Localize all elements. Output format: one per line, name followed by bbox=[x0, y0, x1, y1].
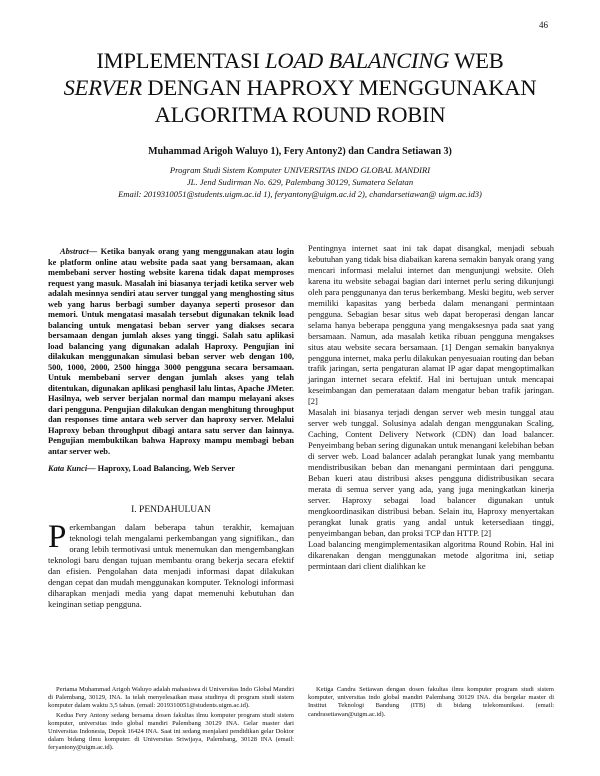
keywords-text: — Haproxy, Load Balancing, Web Server bbox=[87, 464, 235, 473]
abstract-label: Abstract bbox=[60, 247, 89, 256]
footnote: Kedua Fery Antony sedang bersama dosen fakultas ilmu komputer program studi sistem komputer, universitas indo global mandiri Palembang 30129 INA. Gelar master dari Universitas Indonesia, Depok 16424 INA. Saat ini sedang menjalani pendidikan gelar Doktor dalam bidang ilmu komputer. di Universitas Sriwijaya, Palembang, 30128 INA (email: feryantony@uigm.ac.id). bbox=[48, 711, 294, 752]
title-line3: ALGORITMA ROUND ROBIN bbox=[154, 102, 446, 127]
keywords bbox=[48, 464, 294, 475]
keywords-label: Kata Kunci bbox=[48, 464, 88, 473]
right-column bbox=[308, 243, 554, 572]
abstract bbox=[48, 247, 294, 457]
affiliation bbox=[30, 165, 570, 200]
title-line1-a: IMPLEMENTASI bbox=[96, 48, 266, 73]
affiliation-line: JL. Jend Sudirman No. 629, Palembang 30129, Sumatera Selatan bbox=[186, 176, 414, 187]
intro-paragraph bbox=[48, 519, 294, 610]
abstract-text: — Ketika banyak orang yang menggunakan atau login ke platform online atau website pada saat yang bersamaan, akan membebani server hosting website karena tidak dapat memproses request yang masuk. Masalah ini biasanya terjadi ketika server web adalah mesinnya sendiri atau server tunggal yang menghosting situs web yang harus berbagi sumber dayanya seperti prosesor dan memori. Untuk mengatasi masalah tersebut digunakan teknik load balancing untuk mengatasi beban server yang diakses secara bersamaan dengan jumlah akses yang tinggi. Salah satu aplikasi load balancing yang digunakan adalah Haproxy. Pengujian ini dilakukan menggunakan simulasi beban server web dengan 100, 500, 1000, 2000, 2500 hingga 3000 pengguna secara bersamaan. Untuk membebani server dengan jumlah akses yang telah ditentukan, digunakan aplikasi penghasil lalu lintas, Apache JMeter. Hasilnya, web server berjalan normal dan mampu melayani akses dari pengguna. Pengujian dilakukan dengan menghitung throughput dan responses time antara web server dan haproxy server. Melalui Haproxy beban throughput dibagi antara satu server dan lainnya. Pengujian membuktikan bahwa Haproxy mampu membagi beban antar server web. bbox=[48, 247, 294, 456]
title-line2-b: DENGAN HAPROXY MENGGUNAKAN bbox=[141, 75, 537, 100]
body-paragraph: Pentingnya internet saat ini tak dapat disangkal, menjadi sebuah kebutuhan yang tidak bisa diabaikan karena semakin banyak orang yang mencari informasi melalui internet dan mengunjungi website. Oleh karena itu website sebagai bagian dari internet perlu sering dikunjungi oleh para penggunanya dan terus berkembang. Meski begitu, web server memiliki kapasitas yang berbeda dalam menangani permintaan pengguna. Sebagian besar situs web dapat beroperasi dengan lancar selama hanya beberapa pengguna yang mengaksesnya pada saat yang bersamaan. Namun, ada masalah ketika ribuan pengguna mengakses situs atau website secara bersamaan. [1] Dengan semakin banyaknya pengguna internet, maka perlu dilakukan penyesuaian routing dan beban trafik jaringan, serta pengaturan alamat IP agar dapat mengoptimalkan jaringan internet secara efektif. Hal ini bertujuan untuk mencapai keseimbangan dan pemerataan dalam mengatur beban trafik jaringan. [2] bbox=[308, 243, 554, 407]
paper-title bbox=[30, 47, 570, 128]
body-paragraph: Masalah ini biasanya terjadi dengan server web mesin tunggal atau server web tunggal. Solusinya adalah dengan menggunakan Scaling, Caching, Content Delivery Network (CDN) dan load balancer. Penyeimbang beban sering digunakan untuk menangani kelebihan beban di server web. Load balancer adalah perangkat lunak yang membantu mendistribusikan beban dan menangani permintaan dari pengguna. Beban kueri atau distribusi akses pengguna didistribusikan secara merata di semua server yang ada, yang juga meningkatkan kinerja server. Haproxy sebagai load balancer digunakan untuk mengkoordinasikan distribusi beban. Selain itu, Haproxy menyertakan perangkat lunak gratis yang andal untuk ketersediaan tinggi, penyeimbangan beban, dan proksi TCP dan HTTP. [2] bbox=[308, 407, 554, 538]
affiliation-line: Program Studi Sistem Komputer UNIVERSITAS INDO GLOBAL MANDIRI bbox=[169, 165, 431, 175]
intro-text: erkembangan dalam beberapa tahun terakhir, kemajuan teknologi telah mengalami perkembangan yang signifikan., dan orang lebih termotivasi untuk menemukan dan mengembangkan teknologi baru dengan tujuan membantu orang bekerja secara efektif dan efisien. Pengolahan data menjadi informasi dapat dilakukan dengan cepat dan mudah menggunakan komputer. Teknologi informasi diharapkan menjadi media yang dapat memenuhi kebutuhan dan keinginan setiap pengguna. bbox=[48, 522, 294, 609]
title-line1-c: WEB bbox=[449, 48, 504, 73]
authors: Muhammad Arigoh Waluyo 1), Fery Antony2) dan Candra Setiawan 3) bbox=[148, 146, 452, 157]
footnote: Ketiga Candra Setiawan dengan dosen fakultas ilmu komputer program studi sistem komputer, universitas indo global mandiri Palembang 30129 INA. dia bergelar master di Institut Teknologi Bandung (ITB) di bidang telekomunikasi. (email: candrasetiawan@uigm.ac.id). bbox=[308, 686, 554, 718]
footnotes-left bbox=[48, 686, 294, 754]
title-line1-b: LOAD BALANCING bbox=[265, 48, 450, 73]
dropcap: P bbox=[48, 519, 67, 555]
affiliation-email: Email: 2019310051@students.uigm.ac.id 1), feryantony@uigm.ac.id 2), chandarsetiawan@ uigm.ac.id3) bbox=[118, 188, 482, 199]
body-paragraph: Load balancing mengimplementasikan algoritma Round Robin. Hal ini dikarenakan dengan menggunakan metode algoritma ini, setiap permintaan dari client dialihkan ke bbox=[308, 538, 554, 571]
page-number: 46 bbox=[539, 20, 548, 30]
footnotes-right bbox=[308, 686, 554, 720]
section-heading: I. PENDAHULUAN bbox=[131, 505, 211, 515]
footnote: Pertama Muhammad Arigoh Waluyo adalah mahasiswa di Universitas Indo Global Mandiri di Palembang, 30129, INA. Ia telah menyelesaikan masa studinya di program studi sistem komputer dalam waktu 3,5 tahun. (email: 2019310051@students.uigm.ac.id). bbox=[48, 686, 294, 710]
title-line2-a: SERVER bbox=[63, 75, 142, 100]
